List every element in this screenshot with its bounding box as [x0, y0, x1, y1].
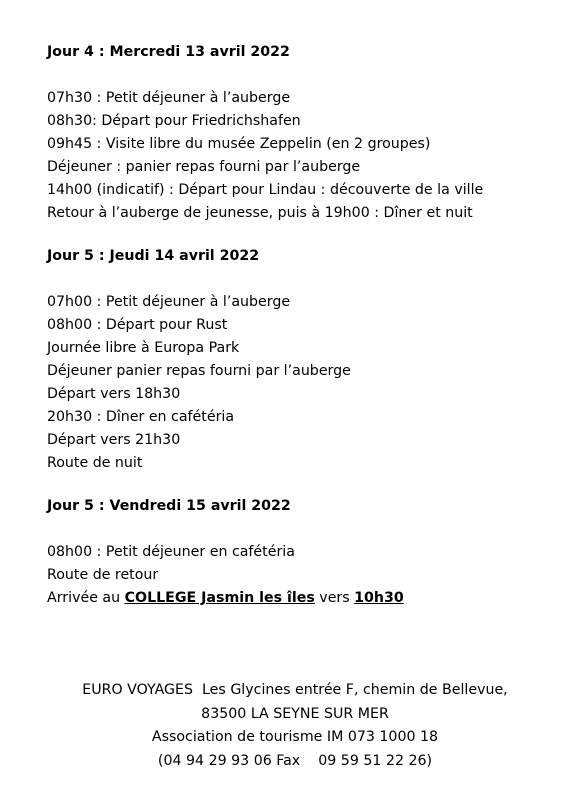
- schedule-line: 08h00 : Départ pour Rust: [47, 317, 228, 333]
- schedule-line: 07h00 : Petit déjeuner à l’auberge: [47, 294, 291, 310]
- day-block-5-thursday: [47, 245, 547, 475]
- agency-footer: [0, 679, 565, 773]
- arrival-line: [47, 587, 547, 610]
- schedule-line: 08h00 : Petit déjeuner en cafétéria: [47, 544, 295, 560]
- day-title: Jour 4 : Mercredi 13 avril 2022: [47, 44, 290, 60]
- day-block-4: [47, 41, 547, 225]
- schedule-line: 09h45 : Visite libre du musée Zeppelin (en 2 groupes): [47, 136, 431, 152]
- schedule-line: 20h30 : Dîner en cafétéria: [47, 409, 235, 425]
- arrival-place: COLLEGE Jasmin les îles: [124, 590, 315, 606]
- schedule-line: 08h30: Départ pour Friedrichshafen: [47, 113, 301, 129]
- day-title: Jour 5 : Vendredi 15 avril 2022: [47, 498, 291, 514]
- schedule-line: Départ vers 21h30: [47, 432, 181, 448]
- schedule-line: Déjeuner : panier repas fourni par l’auberge: [47, 159, 361, 175]
- schedule-line: Journée libre à Europa Park: [47, 340, 240, 356]
- footer-agency-address: EURO VOYAGES Les Glycines entrée F, chemin de Bellevue,: [82, 682, 508, 698]
- schedule-line: Route de nuit: [47, 455, 143, 471]
- schedule-line: Déjeuner panier repas fourni par l’auberge: [47, 363, 351, 379]
- day-title: Jour 5 : Jeudi 14 avril 2022: [47, 248, 260, 264]
- footer-phone-fax: (04 94 29 93 06 Fax 09 59 51 22 26): [157, 752, 433, 769]
- schedule-line: Départ vers 18h30: [47, 386, 181, 402]
- arrival-prefix: Arrivée au: [47, 590, 125, 606]
- day-block-5-friday: [47, 495, 547, 610]
- arrival-middle: vers: [314, 590, 355, 606]
- footer-city: 83500 LA SEYNE SUR MER: [201, 705, 389, 722]
- schedule-line: 07h30 : Petit déjeuner à l’auberge: [47, 90, 291, 106]
- footer-registration: Association de tourisme IM 073 1000 18: [151, 729, 439, 745]
- schedule-line: 14h00 (indicatif) : Départ pour Lindau : découverte de la ville: [47, 182, 484, 198]
- schedule-line: Retour à l’auberge de jeunesse, puis à 19h00 : Dîner et nuit: [47, 205, 473, 221]
- arrival-time: 10h30: [354, 590, 404, 606]
- schedule-line: Route de retour: [47, 567, 159, 583]
